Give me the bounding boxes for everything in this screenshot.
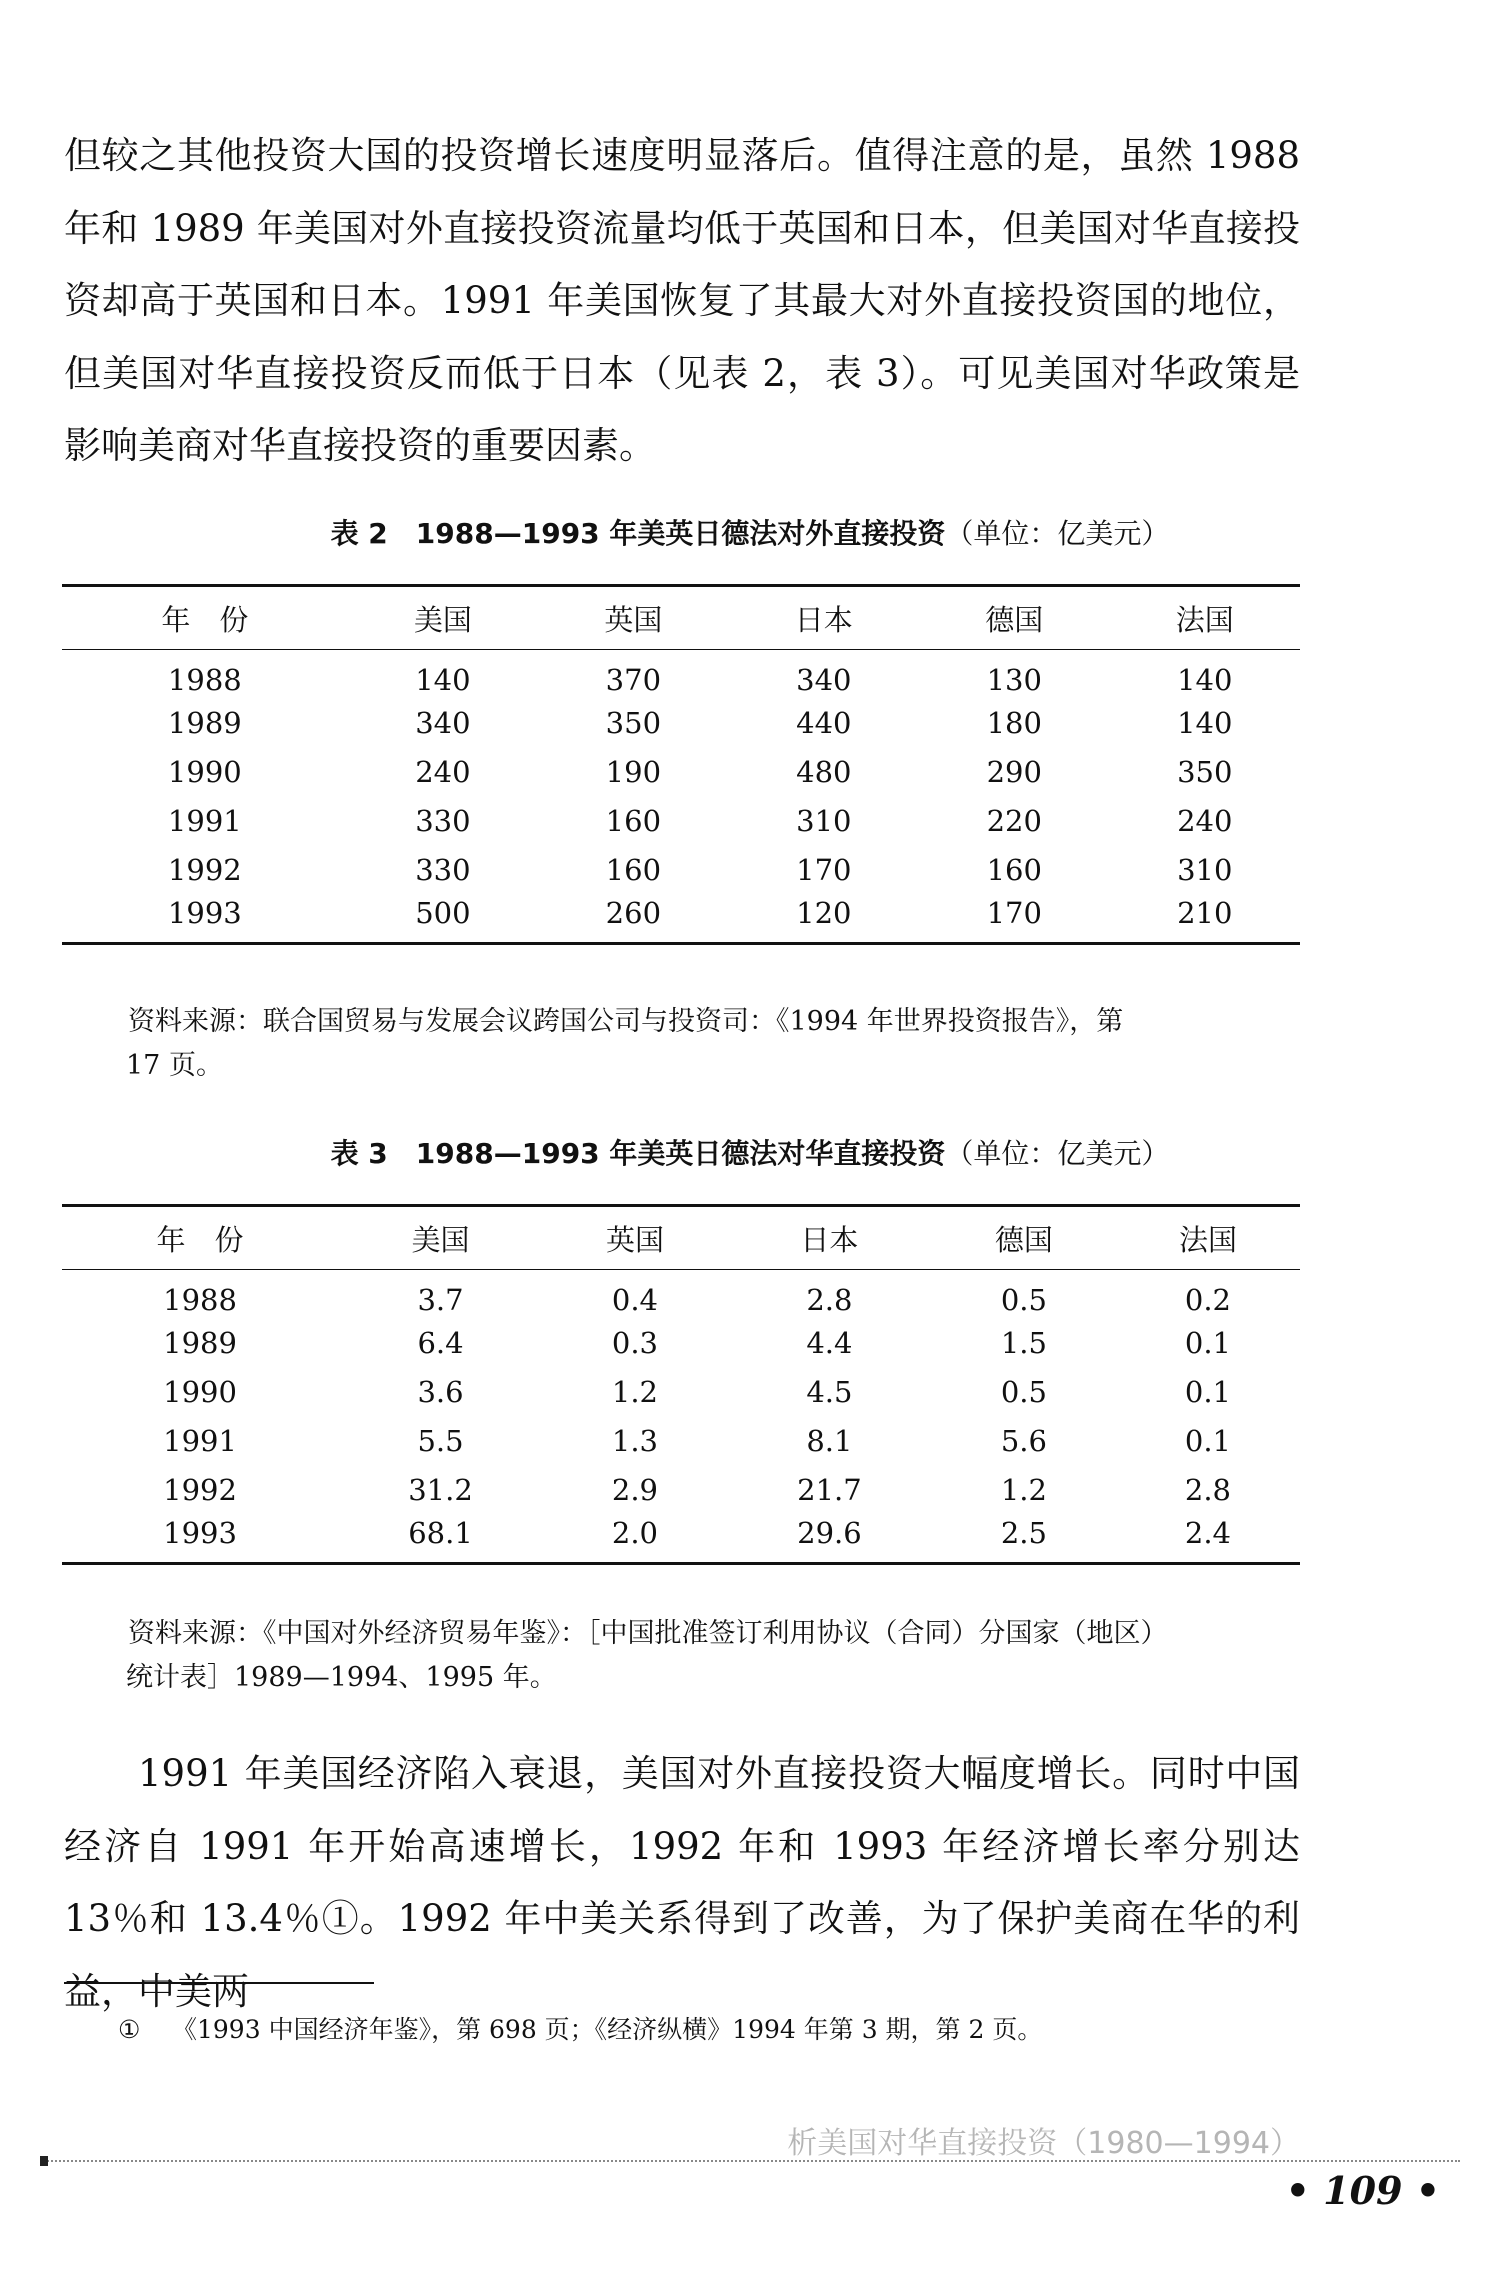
table3-header-germany: 德国 (932, 1206, 1116, 1270)
table2-caption-title: 表 2 1988—1993 年美英日德法对外直接投资 (330, 517, 946, 550)
table-cell: 6.4 (417, 1326, 464, 1360)
table-row (62, 650, 1300, 699)
footnote (118, 2010, 1042, 2046)
table-cell: 0.3 (611, 1326, 659, 1360)
table2-source-line2: 17 页。 (126, 1050, 223, 1081)
table2-header-usa: 美国 (348, 586, 538, 650)
table2-header-row (62, 586, 1300, 650)
table3-source-line2: 统计表］1989—1994、1995 年。 (126, 1662, 557, 1693)
table-cell: 480 (796, 755, 852, 789)
table-cell: 1988 (167, 663, 242, 698)
table-cell: 1991 (163, 1424, 237, 1458)
table-cell: 1991 (167, 804, 242, 838)
table-cell: 0.1 (1184, 1375, 1232, 1409)
table-cell: 1992 (163, 1473, 237, 1507)
table-cell: 210 (1109, 895, 1300, 944)
table3-header-japan: 日本 (727, 1206, 932, 1270)
table2-header-year: 年 份 (62, 586, 348, 650)
table3-header-france: 法国 (1116, 1206, 1300, 1270)
table2-header-japan: 日本 (729, 586, 919, 650)
table-cell: 29.6 (727, 1515, 932, 1564)
footnote-mark: ① (118, 2015, 141, 2044)
table-cell: 1.5 (1000, 1326, 1047, 1360)
table-cell: 68.1 (338, 1515, 543, 1564)
table-cell: 3.6 (417, 1375, 464, 1409)
table-row (62, 748, 1300, 797)
table-cell: 170 (919, 895, 1109, 944)
table-row (62, 846, 1300, 895)
table-cell: 0.1 (1184, 1326, 1232, 1360)
table-cell: 500 (348, 895, 538, 944)
table-cell: 5.6 (1000, 1424, 1047, 1458)
table-row (62, 1270, 1300, 1319)
table-row (62, 1466, 1300, 1515)
table-cell: 2.5 (932, 1515, 1116, 1564)
table-cell: 8.1 (806, 1424, 853, 1458)
table-cell: 170 (796, 853, 852, 887)
table-cell: 2.4 (1116, 1515, 1300, 1564)
table2-caption (0, 512, 1500, 552)
table3-caption (0, 1132, 1500, 1172)
table3-header-year: 年 份 (62, 1206, 338, 1270)
table-cell: 140 (1177, 663, 1233, 698)
table-cell: 1988 (163, 1283, 237, 1318)
table2-header-france: 法国 (1109, 586, 1300, 650)
footer-rule-marker (40, 2156, 48, 2166)
table2-header-uk: 英国 (538, 586, 728, 650)
table-cell: 0.5 (1000, 1375, 1047, 1409)
table-cell: 0.5 (1000, 1283, 1047, 1318)
table-row (62, 1319, 1300, 1368)
table2 (62, 584, 1300, 945)
table3-caption-title: 表 3 1988—1993 年美英日德法对华直接投资 (330, 1137, 946, 1170)
table-cell: 240 (1177, 804, 1233, 838)
table-cell: 350 (1177, 755, 1233, 789)
table-cell: 1993 (62, 895, 348, 944)
table2-header-germany: 德国 (919, 586, 1109, 650)
footnote-text: 《1993 中国经济年鉴》，第 698 页；《经济纵横》1994 年第 3 期，第 2 页。 (172, 2015, 1043, 2044)
table-cell: 190 (605, 755, 662, 789)
table-cell: 2.9 (611, 1473, 659, 1507)
table-cell: 1.2 (1000, 1473, 1047, 1507)
table-row (62, 1515, 1300, 1564)
table-cell: 1990 (163, 1375, 237, 1409)
table-cell: 160 (605, 804, 662, 838)
table-cell: 2.8 (1184, 1473, 1232, 1507)
table-cell: 1989 (163, 1326, 237, 1360)
table-cell: 4.5 (806, 1375, 853, 1409)
table-cell: 0.1 (1184, 1424, 1232, 1458)
table3 (62, 1204, 1300, 1565)
table-cell: 2.0 (543, 1515, 727, 1564)
table3-header-row (62, 1206, 1300, 1270)
table-cell: 160 (986, 853, 1042, 887)
table-cell: 160 (605, 853, 662, 887)
table-cell: 0.4 (611, 1283, 659, 1318)
table-cell: 1992 (167, 853, 242, 887)
table-cell: 290 (986, 755, 1042, 789)
table3-source-line1: 资料来源：《中国对外经济贸易年鉴》：［中国批准签订利用协议（合同）分国家（地区） (128, 1618, 1168, 1649)
table-cell: 120 (729, 895, 919, 944)
table-cell: 2.8 (806, 1283, 853, 1318)
body-paragraph-2: 1991 年美国经济陷入衰退，美国对外直接投资大幅度增长。同时中国经济自 1991 年开始高速增长，1992 年和 1993 年经济增长率分别达 13％和 13.4％①。1992 年中美关系得到了改善，为了保护美商在华的利益，中美两 (64, 1752, 1300, 2013)
running-head: 析美国对华直接投资（1980—1994） (787, 2126, 1300, 2161)
table-cell: 31.2 (408, 1473, 473, 1507)
table-row (62, 1417, 1300, 1466)
table-cell: 21.7 (797, 1473, 862, 1507)
table-cell: 180 (986, 706, 1042, 740)
table-cell: 4.4 (806, 1326, 853, 1360)
table-row (62, 1368, 1300, 1417)
table-cell: 330 (415, 853, 471, 887)
table-cell: 0.2 (1184, 1283, 1232, 1318)
table-cell: 340 (415, 706, 471, 740)
footer-dotted-rule (40, 2160, 1460, 2162)
table-cell: 340 (796, 663, 852, 698)
table3-source-note (128, 1612, 1300, 1700)
table-cell: 1990 (167, 755, 242, 789)
table-row (62, 895, 1300, 944)
table-cell: 140 (415, 663, 471, 698)
table-cell: 1989 (167, 706, 242, 740)
table-row (62, 699, 1300, 748)
body-paragraph-1: 但较之其他投资大国的投资增长速度明显落后。值得注意的是，虽然 1988 年和 1989 年美国对外直接投资流量均低于英国和日本，但美国对华直接投资却高于英国和日本。1991 年美国恢复了其最大对外直接投资国的地位，但美国对华直接投资反而低于日本（见表 2，表 3）。可见美国对华政策是影响美商对华直接投资的重要因素。 (64, 134, 1300, 467)
table-cell: 1.2 (611, 1375, 659, 1409)
table-cell: 140 (1177, 706, 1233, 740)
footnote-divider (64, 1982, 374, 1984)
table3-header-uk: 英国 (543, 1206, 727, 1270)
table-cell: 130 (986, 663, 1042, 698)
table2-source-line1: 资料来源：联合国贸易与发展会议跨国公司与投资司：《1994 年世界投资报告》，第 (128, 1006, 1124, 1037)
table-cell: 5.5 (417, 1424, 464, 1458)
table-cell: 350 (605, 706, 662, 740)
table-cell: 220 (986, 804, 1042, 838)
table2-source-note (128, 1000, 1300, 1088)
table-cell: 310 (796, 804, 852, 838)
table-cell: 330 (415, 804, 471, 838)
table-cell: 1993 (62, 1515, 338, 1564)
table-row (62, 797, 1300, 846)
table-cell: 1.3 (611, 1424, 659, 1458)
table-cell: 310 (1177, 853, 1233, 887)
page-number: • 109 • (1285, 2168, 1440, 2213)
table-cell: 370 (605, 663, 662, 698)
table-cell: 260 (538, 895, 728, 944)
table3-header-usa: 美国 (338, 1206, 543, 1270)
table3-caption-unit: （单位：亿美元） (945, 1137, 1170, 1170)
table-cell: 240 (415, 755, 471, 789)
table-cell: 3.7 (417, 1283, 464, 1318)
table-cell: 440 (796, 706, 852, 740)
table2-caption-unit: （单位：亿美元） (945, 517, 1170, 550)
